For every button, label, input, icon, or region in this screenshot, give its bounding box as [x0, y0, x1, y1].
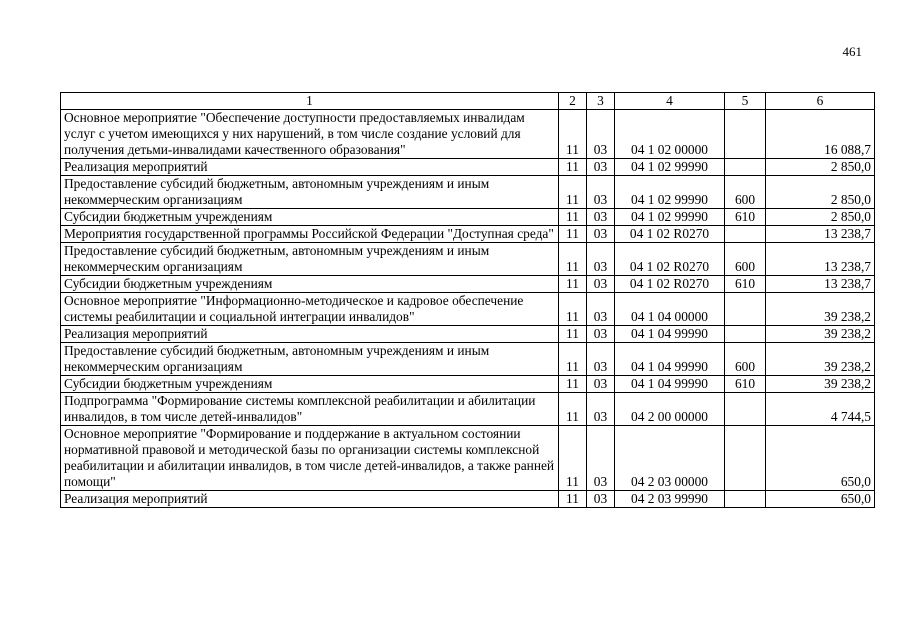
row-subsection: 03 — [587, 491, 615, 508]
row-target-code: 04 2 03 99990 — [615, 491, 725, 508]
row-name: Мероприятия государственной программы Российской Федерации "Доступная среда" — [61, 226, 559, 243]
row-section: 11 — [559, 491, 587, 508]
table-row — [61, 426, 875, 491]
row-amount: 39 238,2 — [766, 293, 875, 326]
row-expense-type: 610 — [725, 209, 766, 226]
row-subsection: 03 — [587, 343, 615, 376]
row-amount: 650,0 — [766, 491, 875, 508]
row-target-code: 04 1 02 00000 — [615, 110, 725, 159]
row-subsection: 03 — [587, 426, 615, 491]
row-target-code: 04 1 02 R0270 — [615, 243, 725, 276]
row-amount: 2 850,0 — [766, 176, 875, 209]
table-row — [61, 209, 875, 226]
row-section: 11 — [559, 393, 587, 426]
row-expense-type — [725, 293, 766, 326]
row-target-code: 04 1 02 99990 — [615, 176, 725, 209]
row-section: 11 — [559, 159, 587, 176]
row-amount: 650,0 — [766, 426, 875, 491]
row-amount: 4 744,5 — [766, 393, 875, 426]
table-row — [61, 226, 875, 243]
table-row — [61, 159, 875, 176]
row-expense-type: 600 — [725, 343, 766, 376]
row-target-code: 04 1 04 00000 — [615, 293, 725, 326]
table-row — [61, 176, 875, 209]
table-row — [61, 343, 875, 376]
row-amount: 16 088,7 — [766, 110, 875, 159]
table-row — [61, 293, 875, 326]
row-subsection: 03 — [587, 226, 615, 243]
row-subsection: 03 — [587, 209, 615, 226]
row-target-code: 04 1 04 99990 — [615, 376, 725, 393]
row-expense-type: 610 — [725, 276, 766, 293]
row-section: 11 — [559, 293, 587, 326]
row-expense-type — [725, 491, 766, 508]
header-col-4: 4 — [615, 93, 725, 110]
row-name: Реализация мероприятий — [61, 491, 559, 508]
row-name: Подпрограмма "Формирование системы комплексной реабилитации и абилитации инвалидов, в том числе детей-инвалидов" — [61, 393, 559, 426]
row-subsection: 03 — [587, 376, 615, 393]
row-expense-type: 610 — [725, 376, 766, 393]
row-target-code: 04 1 02 R0270 — [615, 276, 725, 293]
row-name: Основное мероприятие "Информационно-методическое и кадровое обеспечение системы реабилитации и социальной интеграции инвалидов" — [61, 293, 559, 326]
row-amount: 13 238,7 — [766, 276, 875, 293]
row-subsection: 03 — [587, 110, 615, 159]
row-amount: 2 850,0 — [766, 159, 875, 176]
row-name: Предоставление субсидий бюджетным, автономным учреждениям и иным некоммерческим организациям — [61, 176, 559, 209]
header-col-3: 3 — [587, 93, 615, 110]
row-amount: 39 238,2 — [766, 376, 875, 393]
row-name: Субсидии бюджетным учреждениям — [61, 209, 559, 226]
row-subsection: 03 — [587, 243, 615, 276]
row-expense-type: 600 — [725, 243, 766, 276]
row-subsection: 03 — [587, 176, 615, 209]
row-section: 11 — [559, 209, 587, 226]
row-name: Реализация мероприятий — [61, 326, 559, 343]
row-section: 11 — [559, 426, 587, 491]
row-section: 11 — [559, 343, 587, 376]
row-section: 11 — [559, 226, 587, 243]
header-col-6: 6 — [766, 93, 875, 110]
header-col-1: 1 — [61, 93, 559, 110]
row-expense-type — [725, 426, 766, 491]
row-amount: 13 238,7 — [766, 243, 875, 276]
header-col-5: 5 — [725, 93, 766, 110]
row-section: 11 — [559, 276, 587, 293]
row-amount: 13 238,7 — [766, 226, 875, 243]
row-section: 11 — [559, 376, 587, 393]
table-row — [61, 326, 875, 343]
row-expense-type: 600 — [725, 176, 766, 209]
table-row — [61, 276, 875, 293]
row-target-code: 04 1 02 R0270 — [615, 226, 725, 243]
budget-table — [60, 92, 875, 508]
row-target-code: 04 1 04 99990 — [615, 343, 725, 376]
row-section: 11 — [559, 176, 587, 209]
row-subsection: 03 — [587, 393, 615, 426]
row-expense-type — [725, 226, 766, 243]
row-section: 11 — [559, 110, 587, 159]
row-target-code: 04 1 02 99990 — [615, 209, 725, 226]
row-amount: 2 850,0 — [766, 209, 875, 226]
row-name: Субсидии бюджетным учреждениям — [61, 276, 559, 293]
row-section: 11 — [559, 326, 587, 343]
row-amount: 39 238,2 — [766, 343, 875, 376]
page-number: 461 — [842, 44, 862, 59]
row-subsection: 03 — [587, 159, 615, 176]
table-row — [61, 243, 875, 276]
row-target-code: 04 2 00 00000 — [615, 393, 725, 426]
row-expense-type — [725, 393, 766, 426]
table-header-row — [61, 93, 875, 110]
row-amount: 39 238,2 — [766, 326, 875, 343]
row-subsection: 03 — [587, 326, 615, 343]
row-name: Предоставление субсидий бюджетным, автономным учреждениям и иным некоммерческим организациям — [61, 343, 559, 376]
table-row — [61, 393, 875, 426]
row-target-code: 04 1 04 99990 — [615, 326, 725, 343]
table-row — [61, 491, 875, 508]
row-name: Субсидии бюджетным учреждениям — [61, 376, 559, 393]
header-col-2: 2 — [559, 93, 587, 110]
row-target-code: 04 2 03 00000 — [615, 426, 725, 491]
row-section: 11 — [559, 243, 587, 276]
row-name: Основное мероприятие "Формирование и поддержание в актуальном состоянии нормативной правовой и методической базы по организации системы комплексной реабилитации и абилитации инвалидов, в том числе детей-инвалидов, а также ранней помощи" — [61, 426, 559, 491]
table-row — [61, 110, 875, 159]
row-name: Основное мероприятие "Обеспечение доступности предоставляемых инвалидам услуг с учетом имеющихся у них нарушений, в том числе создание условий для получения детьми-инвалидами качественного образования" — [61, 110, 559, 159]
row-expense-type — [725, 159, 766, 176]
row-subsection: 03 — [587, 276, 615, 293]
row-subsection: 03 — [587, 293, 615, 326]
row-target-code: 04 1 02 99990 — [615, 159, 725, 176]
row-name: Предоставление субсидий бюджетным, автономным учреждениям и иным некоммерческим организациям — [61, 243, 559, 276]
row-name: Реализация мероприятий — [61, 159, 559, 176]
table-row — [61, 376, 875, 393]
row-expense-type — [725, 110, 766, 159]
row-expense-type — [725, 326, 766, 343]
